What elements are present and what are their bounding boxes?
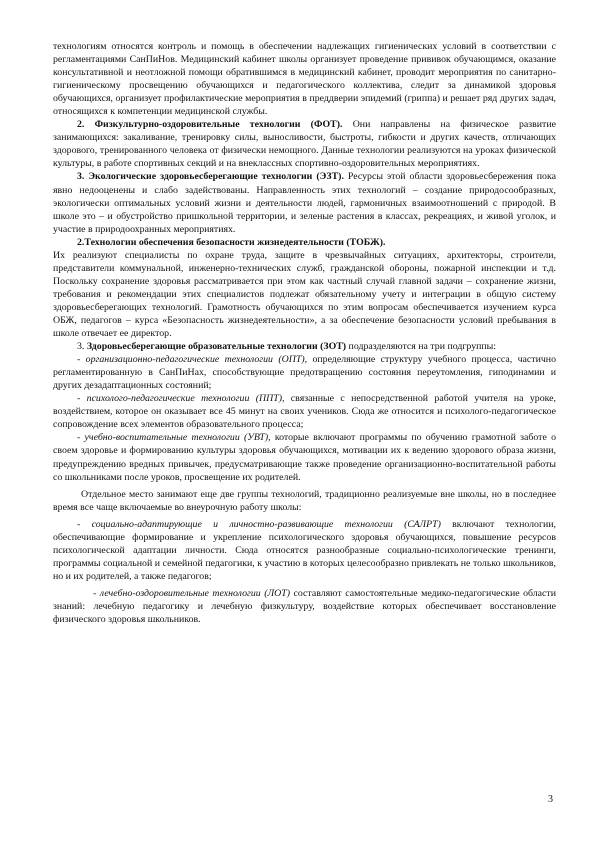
paragraph-zot bbox=[53, 340, 556, 353]
paragraph-ppt bbox=[53, 392, 556, 431]
heading-tobzh-line bbox=[53, 236, 556, 249]
text-run: включают технологии, обеспечивающие формирование и укрепление психологического здоровья обучающихся, повышение ресурсов психологической адаптации личности. Сюда относятся разнообразные социально-психологические тренинги, программы социальной и семейной педагогики, к участию в которых целесообразно привлекать не только школьников, но и их родителей, а также педагогов; bbox=[53, 518, 556, 582]
paragraph-extra-groups bbox=[53, 488, 556, 514]
term-salrt: - социально-адаптирующие и личностно-развивающие технологии (САЛРТ) bbox=[77, 518, 441, 530]
text-run: Отдельное место занимают еще две группы технологий, традиционно реализуемые вне школы, но в последнее время все чаще включаемые во внеурочную работу школы: bbox=[53, 488, 556, 513]
text-run: составляют самостоятельные медико-педагогические области знаний: лечебную педагогику и лечебную физкультуру, воздействие которых обеспечивает восстановление физического здоровья школьников. bbox=[53, 587, 556, 626]
paragraph-medical-service bbox=[53, 40, 556, 118]
term-lot: - лечебно-оздоровительные технологии (ЛОТ) bbox=[93, 587, 291, 599]
text-run: 3. bbox=[77, 341, 87, 353]
term-ppt: - психолого-педагогические технологии (ППТ), bbox=[77, 393, 285, 405]
document-page bbox=[53, 40, 556, 626]
paragraph-tobzh bbox=[53, 249, 556, 340]
paragraph-fot bbox=[53, 118, 556, 170]
paragraph-uvt bbox=[53, 431, 556, 483]
heading-tobzh: 2.Технологии обеспечения безопасности жизнедеятельности (ТОБЖ). bbox=[77, 236, 386, 248]
text-run: Их реализуют специалисты по охране труда, защите в чрезвычайных ситуациях, архитекторы, строители, представители коммунальной, инженерно-технических служб, гражданской обороны, пожарной инспекции и т.д. Поскольку сохранение здоровья рассматривается при этом как частный случай главной задачи – сохранение жизни, требования и рекомендации этих специалистов подлежат обязательному учету и интеграции в общую систему здоровьесберегающих технологий. Грамотность обучающихся по этим вопросам обеспечивается изучением курса ОБЖ, педагогов – курса «Безопасность жизнедеятельности», а за обеспечение безопасности условий пребывания в школе отвечает ее директор. bbox=[53, 249, 556, 340]
page-number: 3 bbox=[548, 794, 553, 805]
paragraph-lot bbox=[53, 587, 556, 626]
text-run: Они направлены на физическое развитие занимающихся: закаливание, тренировку силы, выносливости, быстроты, гибкости и других качеств, отличающих здорового, тренированного человека от физически немощного. Данные технологии реализуются на уроках физической культуры, в работе спортивных секций и на внеклассных спортивно-оздоровительных мероприятиях. bbox=[53, 119, 556, 170]
heading-fot: 2. Физкультурно-оздоровительные технологии (ФОТ). bbox=[77, 119, 343, 131]
text-run: технологиям относятся контроль и помощь в обеспечении надлежащих гигиенических условий в соответствии с регламентациями СанПиНов. Медицинский кабинет школы организует проведение прививок обучающимся, оказание консультативной и неотложной помощи обратившимся в медицинский кабинет, проводит мероприятия по санитарно-гигиеническому просвещению обучающихся и педагогического коллектива, следит за динамикой здоровья обучающихся, организует профилактические мероприятия в преддверии эпидемий (гриппа) и решает ряд других задач, относящихся к компетенции медицинской службы. bbox=[53, 41, 556, 118]
text-run: которые включают программы по обучению грамотной заботе о своем здоровье и формированию культуры здоровья обучающихся, мотивации их к ведению здорового образа жизни, предупреждению вредных привычек, предусматривающие также проведение организационно-воспитательной работы со школьниками после уроков, просвещение их родителей. bbox=[53, 432, 557, 483]
heading-ezt: 3. Экологические здоровьесберегающие технологии (ЭЗТ). bbox=[77, 171, 344, 183]
text-run: Ресурсы этой области здоровьесбережения пока явно недооценены и слабо задействованы. Направленность этих технологий – создание природосообразных, экологически оптимальных условий жизни и деятельности людей, гармоничных взаимоотношений с природой. В школе это – и обустройство пришкольной территории, и зеленые растения в классах, рекреациях, и живой уголок, и участие в природоохранных мероприятиях. bbox=[53, 171, 556, 235]
text-run: связанные с непосредственной работой учителя на уроке, воздействием, которое он оказывает все 45 минут на своих учеников. Сюда же относится и психолого-педагогическое сопровождение всех элементов образовательного процесса; bbox=[53, 393, 556, 431]
text-run: подразделяются на три подгруппы: bbox=[346, 341, 497, 353]
paragraph-salrt bbox=[53, 518, 556, 583]
paragraph-opt bbox=[53, 353, 556, 392]
heading-zot: Здоровьесберегающие образовательные технологии (ЗОТ) bbox=[86, 341, 347, 353]
paragraph-ezt bbox=[53, 170, 556, 235]
term-uvt: - учебно-воспитательные технологии (УВТ), bbox=[77, 432, 271, 444]
text-run: определяющие структуру учебного процесса, частично регламентированную в СанПиНах, способствующие предотвращению состояния переутомления, гиподинамии и других дезадаптационных состояний; bbox=[53, 354, 556, 392]
term-opt: - организационно-педагогические технологии (ОПТ), bbox=[77, 354, 308, 366]
